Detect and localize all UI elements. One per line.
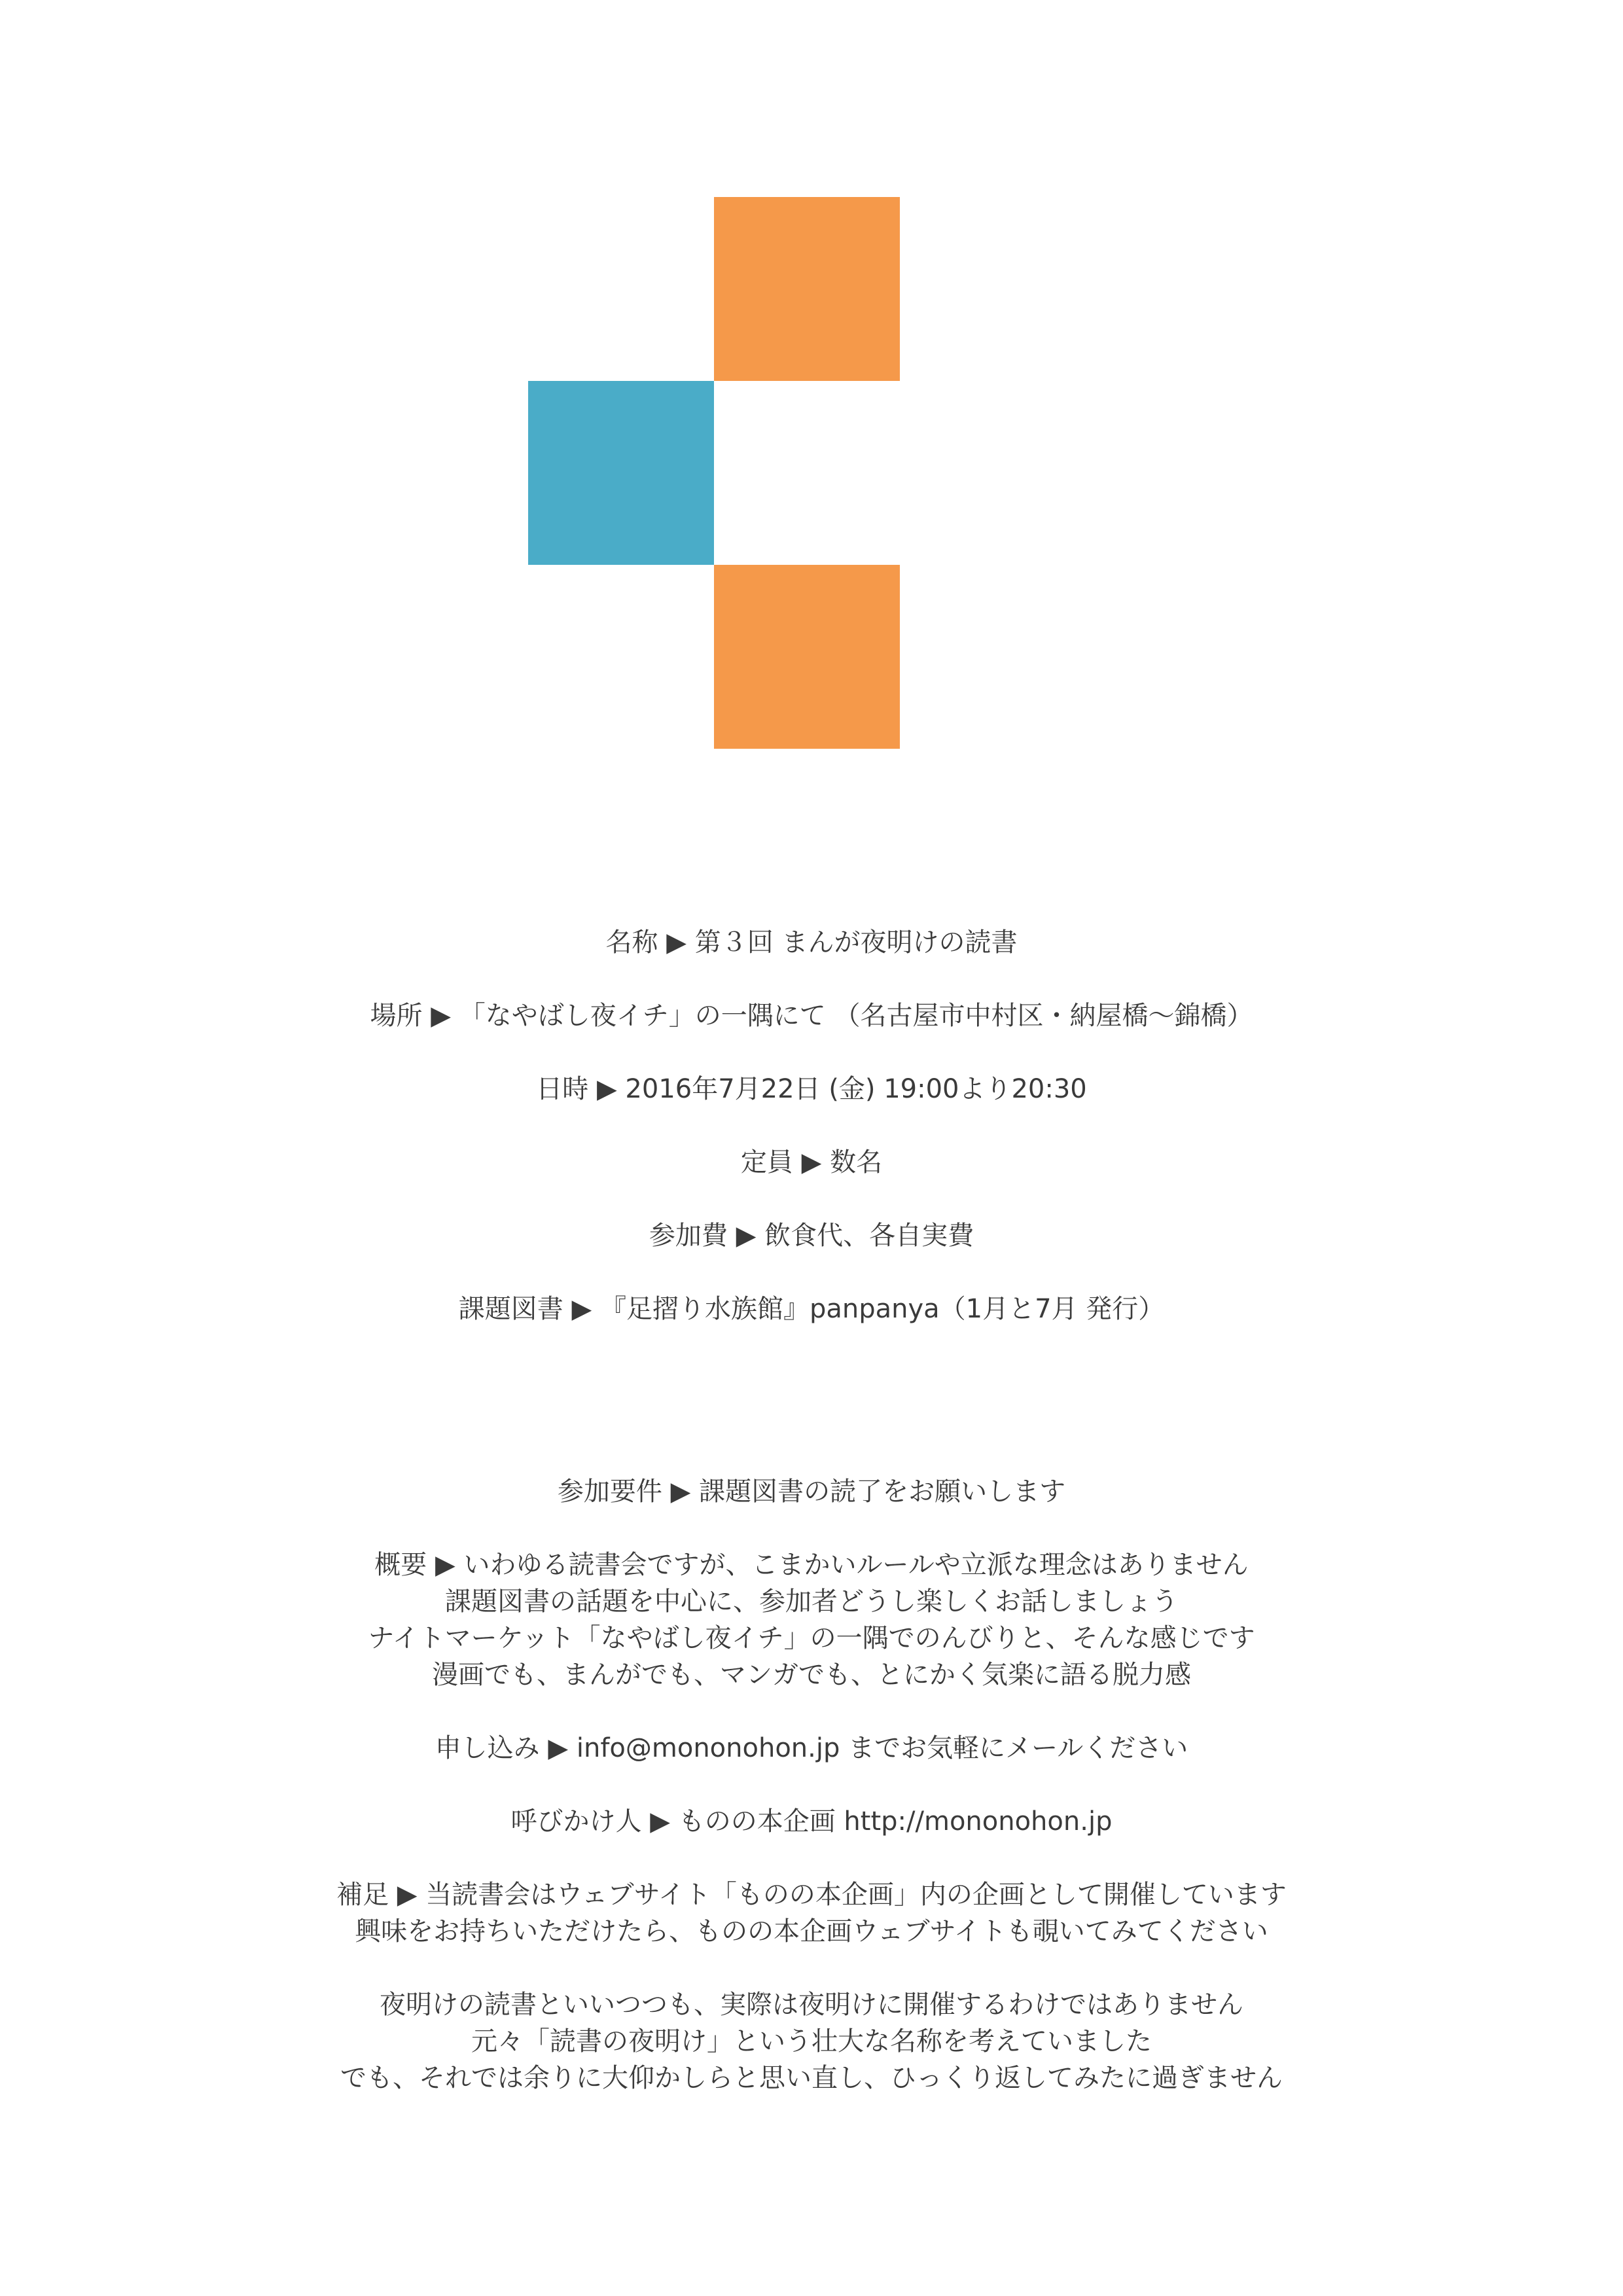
event-note-line-4: 元々「読書の夜明け」という壮大な名称を考えていました [471,2026,1152,2056]
event-note-line-5: でも、それでは余りに大仰かしらと思い直し、ひっくり返してみたに過ぎません [340,2063,1283,2093]
event-summary-line-2: 課題図書の話題を中心に、参加者どうし楽しくお話しましょう [445,1587,1178,1617]
event-note-line-2: 興味をお持ちいただけたら、ものの本企画ウェブサイトも覗いてみてください [355,1916,1268,1946]
event-organizer: 呼びかけ人 ▶ ものの本企画 http://mononohon.jp [510,1806,1113,1837]
event-datetime: 日時 ▶ 2016年7月22日 (金) 19:00より20:30 [536,1074,1087,1104]
event-capacity: 定員 ▶ 数名 [740,1147,883,1177]
event-summary-line-3: ナイトマーケット「なやばし夜イチ」の一隅でのんびりと、そんな感じです [368,1623,1255,1653]
event-note-line-1: 補足 ▶ 当読書会はウェブサイト「ものの本企画」内の企画として開催しています [336,1880,1287,1910]
event-note-line-3: 夜明けの読書といいつつも、実際は夜明けに開催するわけではありません [380,1990,1243,2020]
logo-square-middle [528,381,714,565]
event-summary-line-1: 概要 ▶ いわゆる読書会ですが、こまかいルールや立派な理念はありません [374,1550,1249,1580]
event-requirement: 参加要件 ▶ 課題図書の読了をお願いします [557,1477,1066,1507]
logo-square-bottom [714,565,900,749]
logo [0,0,1623,785]
event-apply: 申し込み ▶ info@mononohon.jp までお気軽にメールください [435,1733,1188,1763]
event-fee: 参加費 ▶ 飲食代、各自実費 [649,1221,974,1251]
event-name: 名称 ▶ 第３回 まんが夜明けの読書 [605,927,1018,958]
event-book: 課題図書 ▶ 『足摺り水族館』panpanya（1月と7月 発行） [458,1294,1165,1324]
event-place: 場所 ▶ 「なやばし夜イチ」の一隅にて （名古屋市中村区・納屋橋〜錦橋） [370,1001,1253,1031]
event-summary-line-4: 漫画でも、まんがでも、マンガでも、とにかく気楽に語る脱力感 [432,1660,1191,1690]
logo-square-top [714,197,900,381]
